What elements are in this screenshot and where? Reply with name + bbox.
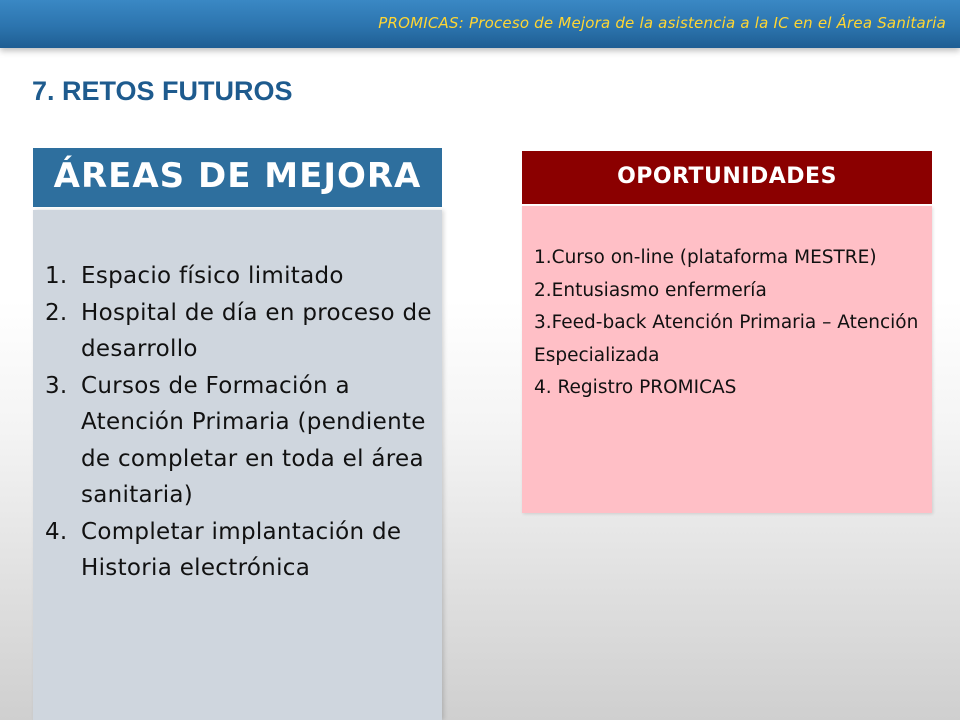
opportunity-list (534, 242, 924, 405)
oportunidades-header (522, 151, 932, 204)
improvement-item-text: Completar implantación de Historia electrónica (81, 518, 402, 581)
opportunity-item: 3.Feed-back Atención Primaria – Atención Especializada (534, 312, 919, 366)
improvement-list (45, 258, 435, 587)
improvement-item-text: Hospital de día en proceso de desarrollo (81, 299, 432, 362)
improvement-item (45, 514, 435, 587)
areas-de-mejora-header (33, 148, 442, 210)
oportunidades-panel (522, 206, 932, 513)
improvement-item-number: 3. (45, 372, 68, 399)
improvement-item (45, 295, 435, 368)
opportunity-item: 2.Entusiasmo enfermería (534, 279, 767, 301)
header-bar (0, 0, 960, 48)
improvement-item (45, 368, 435, 514)
improvement-item-text: Espacio físico limitado (81, 263, 344, 289)
improvement-item (45, 258, 435, 295)
opportunity-item: 4. Registro PROMICAS (534, 377, 737, 398)
oportunidades-title: OPORTUNIDADES (617, 164, 837, 189)
section-heading: 7. RETOS FUTUROS (32, 76, 293, 106)
improvement-item-text: Cursos de Formación a Atención Primaria (pendiente de completar en toda el área sanitaria) (81, 372, 426, 508)
improvement-item-number: 4. (45, 518, 68, 545)
areas-de-mejora-panel (33, 210, 442, 720)
improvement-item-number: 2. (45, 299, 68, 326)
improvement-item-number: 1. (45, 263, 68, 289)
opportunity-item: 1.Curso on-line (plataforma MESTRE) (534, 247, 877, 268)
header-title: PROMICAS: Proceso de Mejora de la asistencia a la IC en el Área Sanitaria (378, 14, 946, 32)
areas-de-mejora-title: ÁREAS DE MEJORA (53, 156, 422, 196)
